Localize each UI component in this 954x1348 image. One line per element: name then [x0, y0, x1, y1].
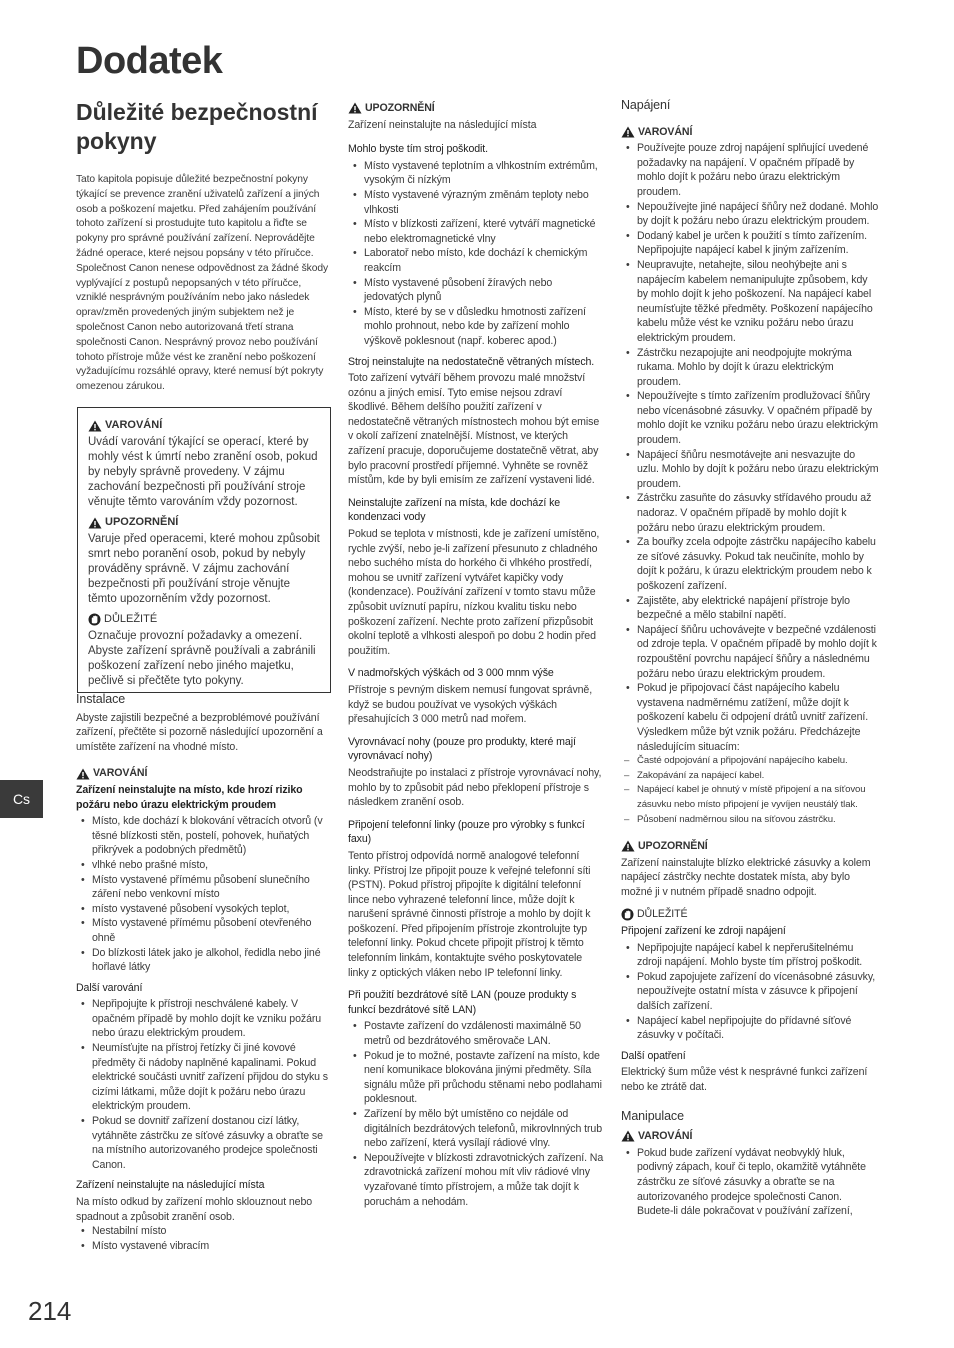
list-item: • Místo v blízkosti zařízení, které vytváří magnetické nebo elektromagnetické vlny — [364, 217, 604, 246]
list-item: • Nepoužívejte v blízkosti zdravotnických zařízení. Na zdravotnická zařízení mohou mít vliv rádiové vlny vyzařované tímto přístrojem, a může tak dojít k poruchám a nehodám. — [364, 1151, 604, 1209]
list-item: • místo vystavené působení vysokých teplot, — [92, 902, 332, 917]
power-caution-text: Zařízení nainstalujte blízko elektrické zásuvky a kolem napájecí zástrčky nechte dostatek místa, aby bylo možné ji v nutném případě snadno odpojit. — [621, 856, 871, 898]
condensation-heading: Neinstalujte zařízení na místa, kde dochází ke kondenzaci vody — [348, 496, 561, 524]
important-icon — [88, 613, 101, 626]
list-item: • vlhké nebo prašné místo, — [92, 858, 332, 873]
list-item: • Pokud bude zařízení vydávat neobvyklý hluk, podivný zápach, kouř či teplo, okamžitě vytáhněte zástrčku ze síťové zásuvky a obraťte se na autorizovaného prodejce společnosti Canon. Budete-li dále pokračovat v používání zařízení, — [637, 1146, 879, 1219]
fire-risk-heading: Zařízení neinstalujte na místo, kde hrozí riziko požáru nebo úrazu elektrickým proudem — [76, 783, 303, 811]
telephone-line-text: Tento přístroj odpovídá normě analogové telefonní linky. Přístroj lze připojit pouze k veřejné telefonní síti (PSTN). Pokud přístroj připojíte k digitální telefonní lince nebo vyhrazené telefonní lince, může dojít k narušení správné činnosti přístroje a mohlo by dojít k poškození. Před připojením přístroje zkontrolujte typ telefonní linky. Pokud chcete připojit přístroj k těmto telefonním linkám, kontaktujte svého poskytovatele linky z optických vláken nebo IP telefonní linky. — [348, 849, 591, 979]
warning-icon — [88, 420, 102, 432]
damage-heading: Mohlo byste tím stroj poškodit. — [348, 143, 488, 156]
col3-warning-label: VAROVÁNÍ — [621, 125, 879, 140]
list-item: • Pokud se dovnitř zařízení dostanou cizí látky, vytáhněte zástrčku ze síťové zásuvky a obraťte se na místního autorizovaného prodejce společnosti Canon. — [92, 1114, 332, 1172]
install-heading: Instalace — [76, 692, 126, 706]
caution-icon — [621, 840, 635, 852]
install-text: Abyste zajistili bezpečné a bezproblémové používání zařízení, přečtěte si pozorně následující upozornění a umístěte zařízení na vhodné místo. — [76, 711, 323, 753]
col3-important-label: DŮLEŽITÉ — [621, 907, 879, 922]
ventilation-heading: Stroj neinstalujte na nedostatečně větraných místech. — [348, 355, 595, 368]
list-item: • Neumísťujte na přístroj řetízky či jiné kovové předměty či nádoby naplněné kapalinami. Pokud elektrické součásti uvnitř zařízení přijdou do styku s cizími látkami, může dojít k požáru nebo úrazu elektrickým proudem. — [92, 1041, 332, 1114]
column-1 — [76, 692, 332, 1259]
language-tab: Cs — [0, 780, 43, 818]
power-heading: Napájení — [621, 98, 671, 112]
warning-icon — [621, 1130, 635, 1142]
altitude-heading: V nadmořských výškách od 3 000 mnm výše — [348, 667, 554, 680]
list-item: • Nepoužívejte jiné napájecí šňůry než dodané. Mohlo by dojít k požáru nebo úrazu elektrickým proudem. — [637, 200, 879, 229]
legend-box — [77, 407, 331, 693]
places-heading: Zařízení neinstalujte na následující místa — [76, 1179, 265, 1192]
list-item: • Pokud zapojujete zařízení do vícenásobné zásuvky, nepoužívejte ostatní místa v zásuvce k připojení dalších zařízení. — [637, 970, 879, 1014]
list-item: • Pokud je připojovací část napájecího kabelu vystavena nadměrnému zatížení, může dojít k poškození kabelu či odpojení drátů uvnitř zařízení. Výsledkem může být vznik požáru. Předcházejte následujícím situacím: — [637, 681, 879, 754]
telephone-line-heading: Připojení telefonní linky (pouze pro výrobky s funkcí faxu) — [348, 818, 585, 846]
fire-risk-list — [76, 814, 332, 975]
column-3 — [621, 98, 879, 1225]
list-item: • Napájecí kabel nepřipojujte do přídavné síťové zásuvky v počítači. — [637, 1014, 879, 1043]
list-item: • Pokud je to možné, postavte zařízení na místo, kde není komunikace blokována jinými předměty. Síla signálu může při průchodu stěnami nebo podlahami poklesnout. — [364, 1049, 604, 1107]
page-title: Dodatek — [76, 40, 223, 82]
list-item: • Zařízení by mělo být umístěno co nejdále od digitálních bezdrátových telefonů, mikrovlnných trub nebo zařízení, která vysílají rádiové vlny. — [364, 1107, 604, 1151]
list-item: • Dodaný kabel je určen k použití s tímto zařízením. Nepřipojujte napájecí kabel k jiným zařízením. — [637, 229, 879, 258]
power-sub-list — [621, 754, 879, 827]
list-item: • Laboratoř nebo místo, kde dochází k chemickým reakcím — [364, 246, 604, 275]
other-precautions-text: Elektrický šum může vést k nesprávné funkci zařízení nebo ke ztrátě dat. — [621, 1066, 868, 1093]
list-item: • Napájecí šňůru uchovávejte v bezpečné vzdálenosti od zdroje tepla. V opačném případě by mohlo dojít k rozpouštění povrchu napájecí šňůry a následnému požáru nebo úrazu elektrickým proudem. — [637, 623, 879, 681]
list-item: • Za bouřky zcela odpojte zástrčku napájecího kabelu ze síťové zásuvky. Pokud tak neučiníte, mohlo by dojít k požáru, k úrazu elektrickým proudem nebo k poškození zařízení. — [637, 535, 879, 593]
caution-icon — [348, 102, 362, 114]
list-item: • Používejte pouze zdroj napájení splňující uvedené požadavky na napájení. V opačném případě by mohlo dojít k požáru nebo úrazu elektrickým proudem. — [637, 141, 879, 199]
list-item: • Místo, kde dochází k blokování větracích otvorů (v těsné blízkosti stěn, postelí, pohovek, huňatých přikrývek a podobných předmětů) — [92, 814, 332, 858]
list-item: • Zástrčku nezapojujte ani neodpojujte mokrýma rukama. Mohlo by dojít k úrazu elektrickým proudem. — [637, 346, 879, 390]
list-item: • Nepřipojujte k přístroji neschválené kabely. V opačném případě by mohlo dojít ke vzniku požáru nebo úrazu elektrickým proudem. — [92, 997, 332, 1041]
list-item: – Zakopávání za napájecí kabel. — [637, 769, 879, 784]
list-item: • Místo vystavené vibracím — [92, 1239, 332, 1254]
page-number: 214 — [28, 1296, 72, 1326]
list-item: • Místo, které by se v důsledku hmotnosti zařízení mohlo prohnout, nebo kde by zařízení mohlo výškově poklesnout (např. koberec apod.) — [364, 305, 604, 349]
list-item: • Zástrčku zasuňte do zásuvky střídavého proudu až nadoraz. V opačném případě by mohlo dojít k požáru nebo úrazu elektrickým proudem. — [637, 491, 879, 535]
altitude-text: Přístroje s pevným diskem nemusí fungovat správně, když se budou používat ve vysokých výškách přesahujících 3 000 metrů nad mořem. — [348, 683, 593, 726]
other-warnings-heading: Další varování — [76, 981, 143, 994]
list-item: – Působení nadměrnou silou na síťovou zástrčku. — [637, 813, 879, 828]
list-item: – Napájecí kabel je ohnutý v místě připojení a na síťovou zásuvku nebo místo připojení je vyvíjen neustálý tlak. — [637, 783, 879, 812]
list-item: • Zajistěte, aby elektrické napájení přístroje bylo bezpečné a mělo stabilní napětí. — [637, 594, 879, 623]
handling-heading: Manipulace — [621, 1108, 684, 1123]
legend-important-label: DŮLEŽITÉ — [88, 612, 320, 627]
power-connection-heading: Připojení zařízení ke zdroji napájení — [621, 925, 786, 938]
warning-icon — [76, 768, 90, 780]
legend-caution-text: Varuje před operacemi, které mohou způsobit smrt nebo poranění osob, pokud by nebyly prováděny správně. V zájmu zachování bezpečnosti při používání stroje věnujte těmto upozorněním vždy pozornost. — [88, 533, 320, 605]
caution-icon — [88, 517, 102, 529]
damage-list — [348, 159, 604, 349]
list-item: • Místo vystavené teplotním a vlhkostním extrémům, vysokým či nízkým — [364, 159, 604, 188]
col3-caution-label: UPOZORNĚNÍ — [621, 839, 879, 854]
list-item: • Nepoužívejte s tímto zařízením prodlužovací šňůry nebo vícenásobné zásuvky. V opačném případě by mohlo dojít ke vzniku požáru nebo úrazu elektrickým proudem. — [637, 389, 879, 447]
list-item: • Místo vystavené působení žíravých nebo jedovatých plynů — [364, 276, 604, 305]
important-icon — [621, 908, 634, 921]
places-text: Na místo odkud by zařízení mohlo sklouznout nebo spadnout a způsobit zranění osob. — [76, 1196, 313, 1223]
list-item: • Nepřipojujte napájecí kabel k nepřerušitelnému zdroji napájení. Mohlo byste tím přístroj poškodit. — [637, 941, 879, 970]
list-item: – Časté odpojování a připojování napájecího kabelu. — [637, 754, 879, 769]
handling-list — [621, 1146, 879, 1219]
leveling-feet-text: Neodstraňujte po instalaci z přístroje vyrovnávací nohy, mohlo by to způsobit pád nebo překlopení přístroje s následkem zranění osob. — [348, 766, 602, 809]
legend-important-text: Označuje provozní požadavky a omezení. Abyste zařízení správně používali a zabránili poškození zařízení nebo jiného majetku, pečlivě si přečtěte tyto pokyny. — [88, 630, 316, 687]
legend-warning-label: VAROVÁNÍ — [88, 418, 320, 433]
power-connection-list — [621, 941, 879, 1043]
wireless-lan-list — [348, 1019, 604, 1209]
col2-caution-label: UPOZORNĚNÍ — [348, 101, 604, 116]
column-1-intro — [76, 173, 334, 403]
warning-icon — [621, 126, 635, 138]
intro-paragraph: Tato kapitola popisuje důležité bezpečnostní pokyny týkající se prevence zranění uživatelů zařízení a jiných osob a poškození majetku. Před zahájením používání tohoto zařízení si prostudujte tuto kapitolu a řiďte se pokyny pro správné používání zařízení. Neprovádějte žádné operace, které nejsou popsány v této příručce. Společnost Canon nenese odpovědnost za žádné škody vyplývající z postupů nepopsaných v této příručce, vzniklé nesprávným používáním nebo jako následek oprav/změn provedených jiným subjektem než je společnost Canon nebo autorizovaná třetí strana společnosti Canon. Nesprávný provoz nebo používání tohoto přístroje může vést ke zranění nebo poškození vyžadujícímu rozsáhlé opravy, které nemusí být pokryty omezenou zárukou. — [76, 174, 329, 393]
list-item: • Místo vystavené přímému působení slunečního záření nebo venkovní místo — [92, 873, 332, 902]
other-warnings-list — [76, 997, 332, 1172]
list-item: • Místo vystavené přímému působení otevřeného ohně — [92, 916, 332, 945]
condensation-text: Pokud se teplota v místnosti, kde je zařízení umístěno, rychle zvýší, nebo je-li zařízení přesunuto z chladného nebo suchého místa do horkého či vlhkého prostředí, mohou se uvnitř zařízení vytvářet kapičky vody (kondenzace). Používání zařízení v tomto stavu může způsobit uvíznutí papíru, nízkou kvalitu tisku nebo poškození zařízení. Nechte proto zařízení přizpůsobit okolní teplotě a vlhkosti alespoň po dobu 2 hodin před použitím. — [348, 528, 600, 657]
wireless-lan-heading: Při použití bezdrátové sítě LAN (pouze produkty s funkcí bezdrátové sítě LAN) — [348, 989, 577, 1016]
list-item: • Neupravujte, netahejte, silou neohýbejte ani s napájecím kabelem nemanipulujte způsobem, kdy by mohlo dojít k jeho poškození. Na napájecí kabel neumísťujte těžké předměty. Poškození napájecího kabelu může vést ke vzniku požáru nebo úrazu elektrickým proudem. — [637, 258, 879, 346]
column-2 — [348, 101, 604, 1215]
leveling-feet-heading: Vyrovnávací nohy (pouze pro produkty, které mají vyrovnávací nohy) — [348, 735, 576, 763]
legend-caution-label: UPOZORNĚNÍ — [88, 515, 320, 530]
ventilation-text: Toto zařízení vytváří během provozu malé množství ozónu a jiných emisí. Tyto emise nejsou zdraví škodlivé. Během delšího použití zařízení v nedostatečně větraných místnostech mohou být emise v okolí zařízení znatelnější. Místnost, ve kterých zařízení pracuje, doporučujeme dostatečně větrat, aby bylo pracovní prostředí příjemné. Vyhněte se rovněž místům, kde by byli emisím ze zařízení vystaveni lidé. — [348, 372, 600, 487]
places-list — [76, 1224, 332, 1253]
other-precautions-heading: Další opatření — [621, 1049, 686, 1062]
list-item: • Postavte zařízení do vzdálenosti maximálně 50 metrů od bezdrátového směrovače LAN. — [364, 1019, 604, 1048]
col3-handling-warning-label: VAROVÁNÍ — [621, 1129, 879, 1144]
col1-warning-label: VAROVÁNÍ — [76, 766, 332, 781]
list-item: • Místo vystavené výrazným změnám teploty nebo vlhkosti — [364, 188, 604, 217]
list-item: • Napájecí šňůru nesmotávejte ani nesvazujte do uzlu. Mohlo by dojít k požáru nebo úrazu elektrickým proudem. — [637, 448, 879, 492]
list-item: • Nestabilní místo — [92, 1224, 332, 1239]
col2-intro-heading: Zařízení neinstalujte na následující místa — [348, 118, 537, 131]
list-item: • Do blízkosti látek jako je alkohol, ředidla nebo jiné hořlavé látky — [92, 946, 332, 975]
power-list — [621, 141, 879, 754]
legend-warning-text: Uvádí varování týkající se operací, které by mohly vést k úmrtí nebo zranění osob, pokud by nebyly správně provedeny. V zájmu zachování bezpečnosti při používání stroje věnujte těmto varováním vždy pozornost. — [88, 436, 318, 508]
section-title: Důležité bezpečnostní pokyny — [76, 99, 318, 154]
